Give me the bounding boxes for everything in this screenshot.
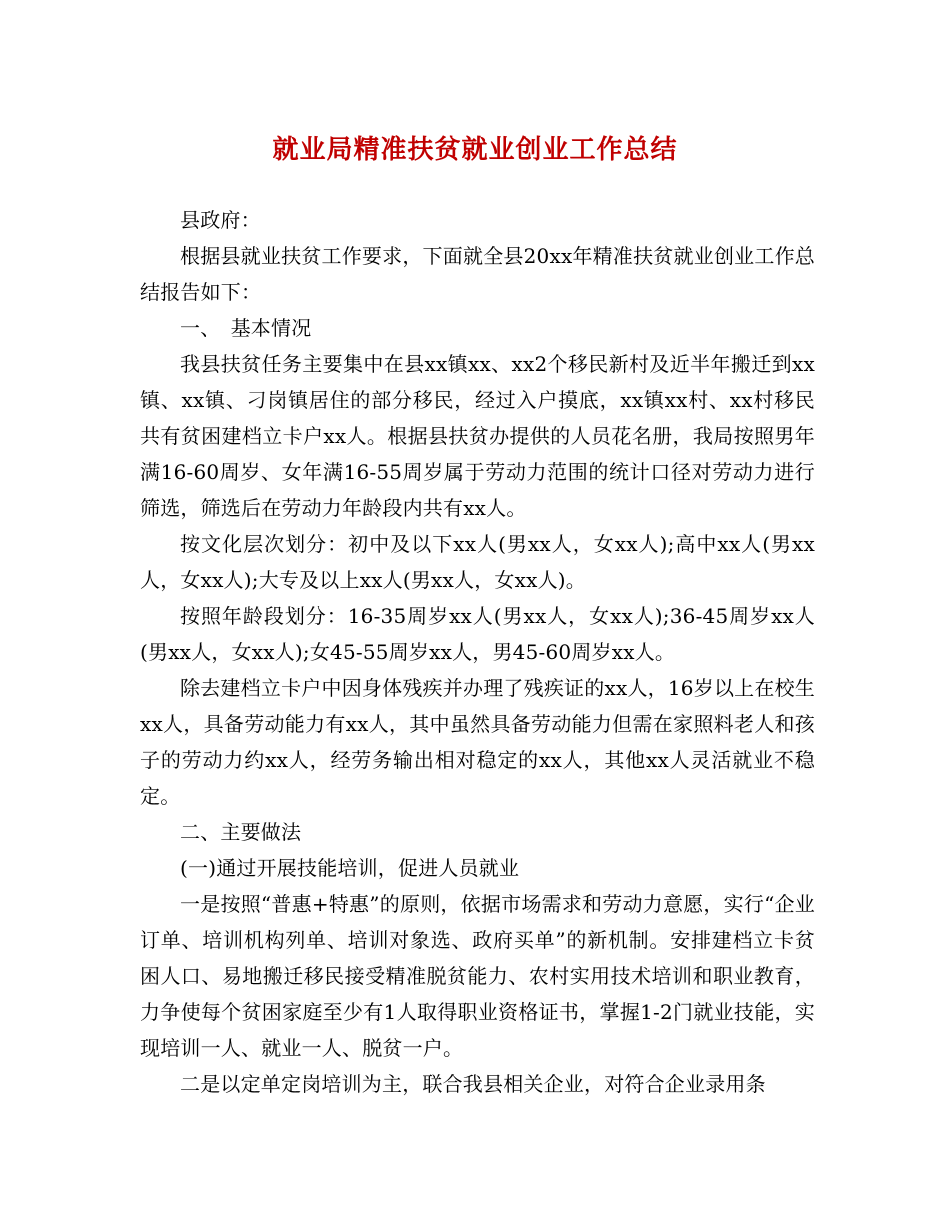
- body-paragraph: 按照年龄段划分：16-35周岁xx人(男xx人，女xx人);36-45周岁xx人(男xx人，女xx人);女45-55周岁xx人，男45-60周岁xx人。: [140, 604, 815, 664]
- intro-paragraph: 根据县就业扶贫工作要求，下面就全县20xx年精准扶贫就业创业工作总结报告如下：: [140, 244, 815, 304]
- document-body: [140, 202, 815, 1102]
- salutation: 县政府：: [180, 208, 261, 232]
- subsection-heading: (一)通过开展技能培训，促进人员就业: [180, 856, 520, 880]
- section-heading-methods: 二、主要做法: [180, 820, 302, 844]
- body-paragraph: 我县扶贫任务主要集中在县xx镇xx、xx2个移民新村及近半年搬迁到xx镇、xx镇、刁岗镇居住的部分移民，经过入户摸底，xx镇xx村、xx村移民共有贫困建档立卡户xx人。根据县扶贫办提供的人员花名册，我局按照男年满16-60周岁、女年满16-55周岁属于劳动力范围的统计口径对劳动力进行筛选，筛选后在劳动力年龄段内共有xx人。: [140, 352, 815, 520]
- section-heading-basic: 一、 基本情况: [180, 316, 312, 340]
- body-paragraph: 二是以定单定岗培训为主，联合我县相关企业，对符合企业录用条: [180, 1072, 766, 1096]
- body-paragraph: 除去建档立卡户中因身体残疾并办理了残疾证的xx人，16岁以上在校生xx人，具备劳动能力有xx人，其中虽然具备劳动能力但需在家照料老人和孩子的劳动力约xx人，经劳务输出相对稳定的xx人，其他xx人灵活就业不稳定。: [140, 676, 815, 808]
- body-paragraph: 按文化层次划分：初中及以下xx人(男xx人，女xx人);高中xx人(男xx人，女xx人);大专及以上xx人(男xx人，女xx人)。: [140, 532, 815, 592]
- body-paragraph: 一是按照“普惠+特惠”的原则，依据市场需求和劳动力意愿，实行“企业订单、培训机构列单、培训对象选、政府买单”的新机制。安排建档立卡贫困人口、易地搬迁移民接受精准脱贫能力、农村实用技术培训和职业教育，力争使每个贫困家庭至少有1人取得职业资格证书，掌握1-2门就业技能，实现培训一人、就业一人、脱贫一户。: [140, 892, 815, 1060]
- document-title: 就业局精准扶贫就业创业工作总结: [272, 135, 678, 165]
